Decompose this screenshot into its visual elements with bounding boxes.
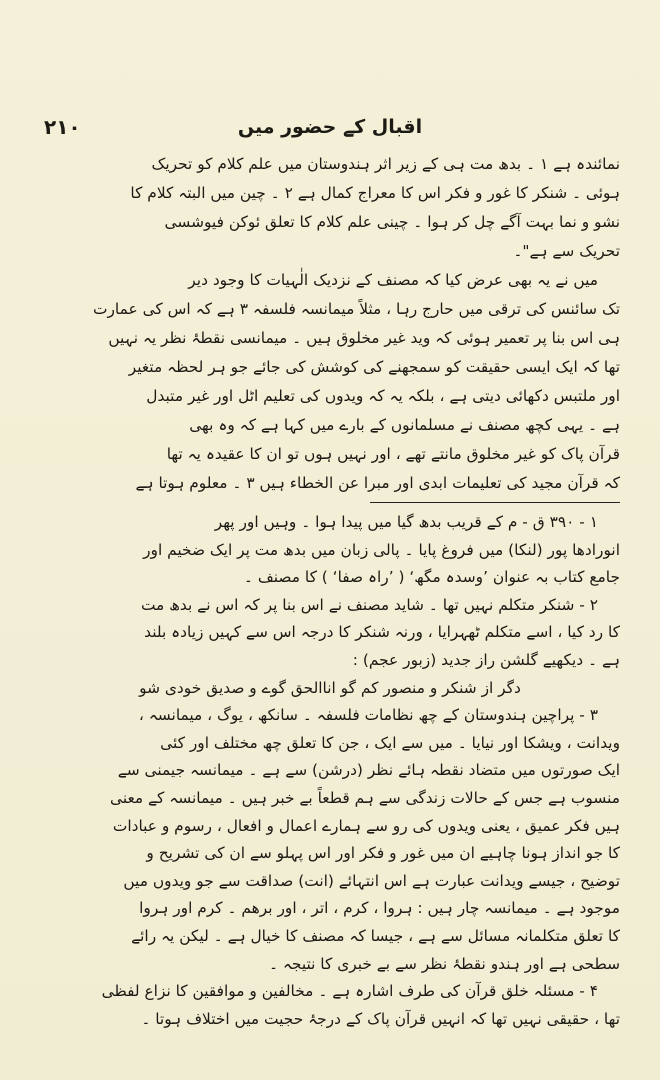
page-header [44, 112, 616, 142]
footnote-line: موجود ہے ۔ میمانسہ چار ہیں : ہروا ، کرم ، اتر ، اور برھم ۔ کرم اور ہروا [139, 899, 620, 918]
text-line: تھا کہ ایک ایسی حقیقت کو سمجھنے کی کوشش کی جائے جو ہر لحظہ متغیر [128, 358, 620, 376]
footnote-line: کا تعلق متکلمانہ مسائل سے ہے ، جیسا کہ مصنف کا خیال ہے ۔ لیکن یہ رائے [131, 926, 620, 945]
running-title: اقبال کے حضور میں [237, 116, 423, 138]
footnote-line: ویدانت ، ویشکا اور نیایا ۔ میں سے ایک ، جن کا تعلق چھ مختلف اور کئی [160, 733, 620, 752]
text-line: تحریک سے ہے"۔ [513, 242, 620, 260]
page-number: ۲۱۰ [44, 115, 81, 139]
footnote-line: جامع کتاب بہ عنوان ’وسدہ مگھ‘ ( ’راہ صفا‘ ) کا مصنف ۔ [243, 568, 620, 587]
text-line: نشو و نما بہت آگے چل کر ہوا ۔ چینی علم کلام کا تعلق ئوکن فیوشسی [164, 213, 620, 231]
footnote-line: منسوب ہے جس کے حالات زندگی سے ہم قطعاً بے خبر ہیں ۔ میمانسہ کے معنی [110, 788, 620, 807]
footnote-line: ۱ - ۳۹۰ ق - م کے قریب بدھ گیا میں پیدا ہوا ۔ وہیں اور پھر [214, 513, 598, 531]
footnote-line: سطحی ہے اور ہندو نقطۂ نظر سے بے خبری کا نتیجہ ۔ [268, 954, 620, 973]
footnote-verse: دگر از شنکر و منصور کم گو اناالحق گوے و صدیق خودی شو [139, 678, 521, 697]
text-line: ہے ۔ یہی کچھ مصنف نے مسلمانوں کے بارے میں کہا ہے کہ وہ بھی [189, 416, 620, 434]
footnote-line: ۲ - شنکر متکلم نہیں تھا ۔ شاید مصنف نے اس بنا پر کہ اس نے بدھ مت [140, 595, 598, 614]
footnote-line: انورادھا پور (لنکا) میں فروغ پایا ۔ پالی زبان میں بدھ مت پر ایک ضخیم اور [143, 540, 620, 559]
text-line: اور ملتبس دکھائی دیتی ہے ، بلکہ یہ کہ ویدوں کی تعلیم اٹل اور غیر متبدل [146, 387, 620, 405]
footnote-separator [370, 502, 620, 503]
footnote-line: ایک صورتوں میں متضاد نقطہ ہائے نظر (درشن) سے ہے ۔ میمانسہ جیمنی سے [117, 761, 620, 780]
footnotes [40, 509, 620, 1033]
footnote-line: ۳ - پراچین ہندوستان کے چھ نظامات فلسفہ ۔ سانکھ ، یوگ ، میمانسہ ، [138, 706, 598, 725]
footnote-line: ہے ۔ دیکھیے گلشن راز جدید (زبور عجم) : [352, 650, 620, 669]
text-line: ہوئی ۔ شنکر کا غور و فکر اس کا معراج کمال ہے ۲ ۔ چین میں البتہ کلام کا [130, 184, 620, 202]
text-line: قرآن پاک کو غیر مخلوق مانتے تھے ، اور نہیں ہوں تو ان کا عقیدہ یہ تھا [166, 445, 620, 463]
main-text [40, 150, 620, 498]
footnote-line: توضیح ، جیسے ویدانت عبارت ہے اس انتہائے (انت) صداقت سے جو ویدوں میں [123, 871, 620, 890]
text-line: میں نے یہ بھی عرض کیا کہ مصنف کے نزدیک الٰہیات کا وجود دیر [188, 271, 598, 289]
page-body [40, 150, 620, 1033]
text-line: کہ قرآن مجید کی تعلیمات ابدی اور مبرا عن الخطاء ہیں ۳ ۔ معلوم ہوتا ہے [135, 474, 620, 492]
text-line: نمائندہ ہے ۱ ۔ بدھ مت ہی کے زیر اثر ہندوستان میں علم کلام کو تحریک [151, 155, 620, 173]
footnote-line: کا رد کیا ، اسے متکلم ٹھہرایا ، ورنہ شنکر کا درجہ اس سے کہیں زیادہ بلند [144, 623, 620, 642]
footnote-line: ۴ - مسئلہ خلق قرآن کی طرف اشارہ ہے ۔ مخالفین و موافقین کا نزاع لفظی [101, 982, 598, 1001]
footnote-line: تھا ، حقیقی نہیں تھا کہ انہیں قرآن پاک کے درجۂ حجیت میں اختلاف ہوتا ۔ [141, 1009, 620, 1028]
text-line: تک سائنس کی ترقی میں حارج رہا ، مثلاً میمانسہ فلسفہ ۳ ہے کہ اس کی عمارت [92, 300, 620, 318]
text-line: ہی اس بنا پر تعمیر ہوئی کہ وید غیر مخلوق ہیں ۔ میمانسی نقطۂ نظر یہ نہیں [108, 329, 620, 347]
footnote-line: ہیں فکر عمیق ، یعنی ویدوں کی رو سے ہمارے اعمال و افعال ، رسوم و عبادات [112, 816, 620, 835]
footnote-line: کا جو انداز ہونا چاہیے ان میں غور و فکر اور اس پہلو سے ان کی تشریح و [146, 844, 620, 863]
